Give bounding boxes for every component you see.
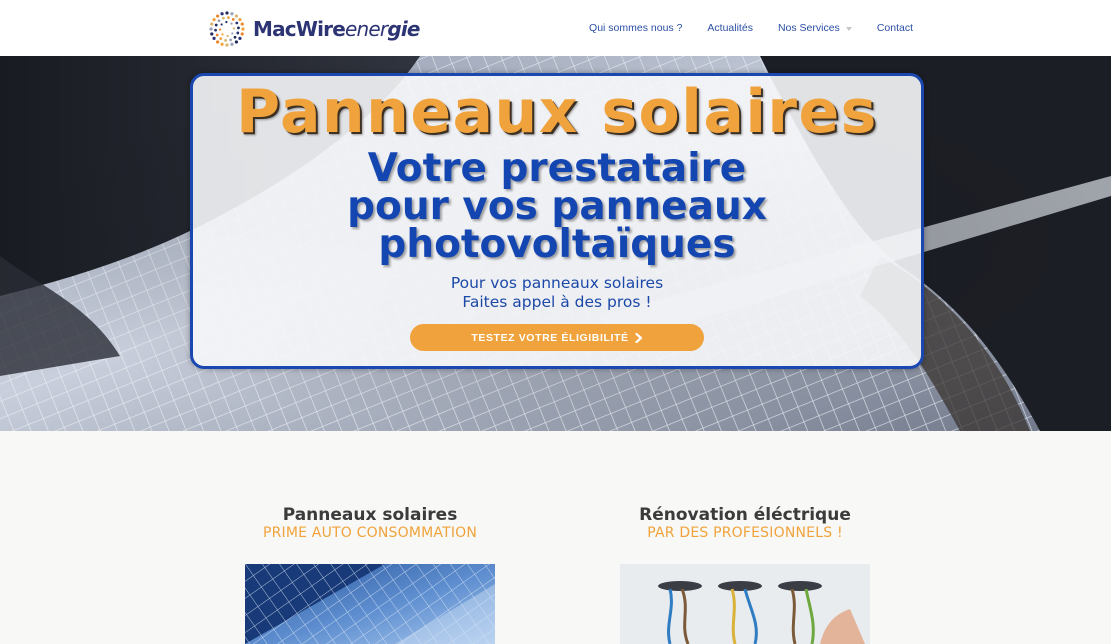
hero-subtitle-line: Votre prestataire: [367, 146, 747, 191]
hero-tagline: [193, 274, 921, 312]
service-subtitle: PRIME AUTO CONSOMMATION: [262, 525, 478, 541]
hero-subtitle-line: pour vos panneaux: [347, 184, 767, 229]
hero-tagline-line: Pour vos panneaux solaires: [450, 274, 664, 292]
nav-item-label: Nos Services: [777, 22, 840, 34]
site-header: [0, 0, 1111, 56]
nav-item-label: Contact: [876, 22, 913, 34]
hero-subtitle: [193, 146, 921, 267]
nav-item-about[interactable]: [589, 22, 682, 34]
eligibility-test-button-label: TESTEZ VOTRE ÉLIGIBILITÉ: [471, 331, 629, 344]
site-logo[interactable]: [207, 9, 420, 49]
logo-wordmark: [253, 19, 420, 39]
solar-panels-image: [245, 564, 495, 644]
hero-card: [190, 73, 924, 369]
electrical-wires-image: [620, 564, 870, 644]
logo-text-gie: gie: [387, 17, 420, 41]
nav-item-label: Qui sommes nous ?: [589, 22, 683, 34]
logo-text-macwire: MacWire: [253, 17, 345, 41]
services-section: [0, 431, 1111, 634]
service-subtitle: PAR DES PROFESIONNELS !: [647, 525, 843, 541]
service-card-solar[interactable]: [220, 505, 520, 542]
nav-item-news[interactable]: [707, 22, 753, 34]
service-card-electrical[interactable]: [595, 505, 895, 542]
service-title: Panneaux solaires: [282, 505, 458, 525]
chevron-right-icon: [635, 333, 643, 343]
eligibility-test-button[interactable]: [410, 324, 704, 351]
nav-item-label: Actualités: [707, 22, 753, 34]
hero-subtitle-line: photovoltaïques: [378, 222, 736, 267]
logo-dots-icon: [207, 9, 247, 49]
nav-caret-icon: [846, 27, 852, 31]
nav-item-contact[interactable]: [877, 22, 913, 34]
logo-text-ener: ener: [345, 17, 388, 41]
hero-tagline-line: Faites appel à des pros !: [462, 293, 652, 311]
nav-item-services[interactable]: [778, 22, 852, 34]
main-nav: [589, 0, 913, 56]
hero-title: Panneaux solaires: [236, 77, 878, 147]
service-title: Rénovation éléctrique: [639, 505, 851, 525]
hero-banner: [0, 56, 1111, 431]
